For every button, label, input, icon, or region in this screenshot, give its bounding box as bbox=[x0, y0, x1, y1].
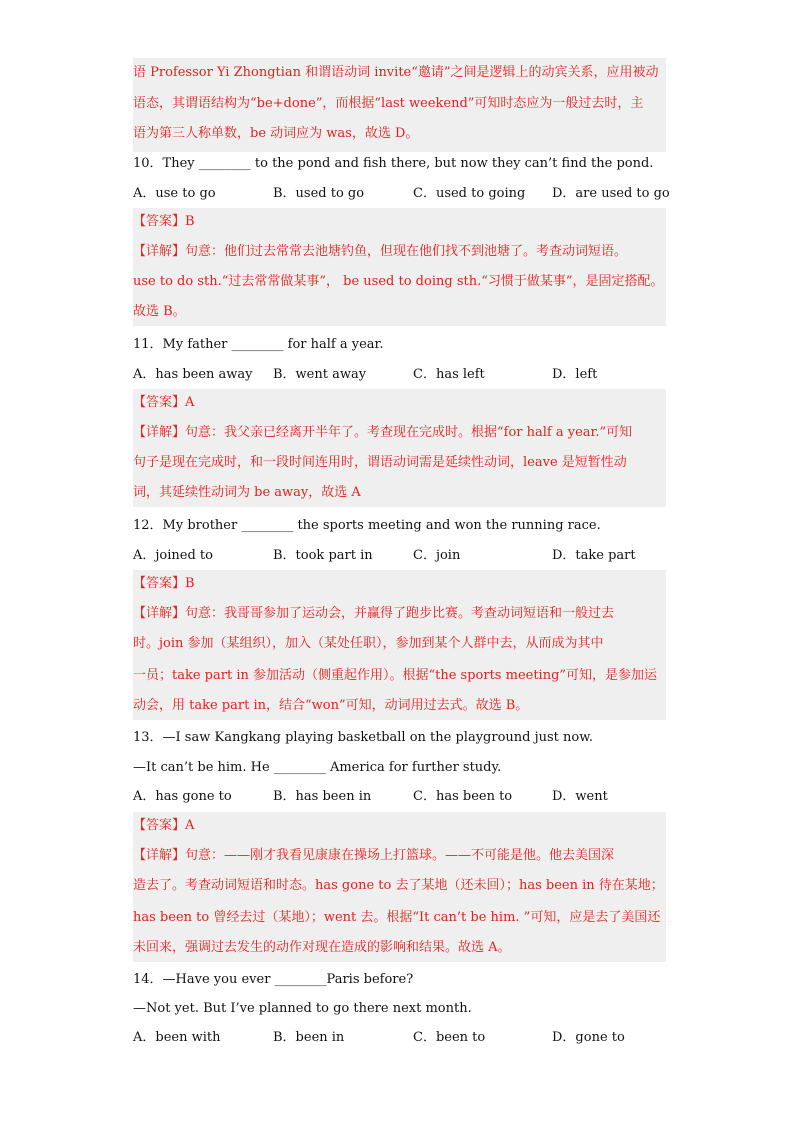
q13-answer-box bbox=[133, 812, 666, 962]
q13-stem-2: —It can’t be him. He ________ America for further study. bbox=[133, 760, 502, 775]
explanation-line: 【详解】句意：他们过去常常去池塘钓鱼，但现在他们找不到池塘了。考查动词短语。 bbox=[133, 244, 628, 259]
q9-explanation bbox=[133, 58, 666, 152]
q11-option-b: B．went away bbox=[273, 367, 367, 382]
answer-line: 【答案】B bbox=[133, 576, 195, 591]
q13-option-c: C．has been to bbox=[413, 789, 513, 804]
q14-option-b: B．been in bbox=[273, 1030, 345, 1045]
explanation-line: 未回来，强调过去发生的动作对现在造成的影响和结果。故选 A。 bbox=[133, 940, 511, 955]
q12-option-b: B．took part in bbox=[273, 548, 373, 563]
q11-answer-box bbox=[133, 389, 666, 507]
explanation-line: 【详解】句意：——刚才我看见康康在操场上打篮球。——不可能是他。他去美国深 bbox=[133, 848, 615, 863]
explanation-line: 语为第三人称单数，be 动词应为 was，故选 D。 bbox=[133, 126, 419, 141]
q10-option-d: D．are used to go bbox=[552, 186, 670, 201]
explanation-line: 句子是现在完成时，和一段时间连用时，谓语动词需是延续性动词，leave 是短暂性动 bbox=[133, 455, 627, 470]
q14-option-d: D．gone to bbox=[552, 1030, 625, 1045]
explanation-line: 【详解】句意：我哥哥参加了运动会，并赢得了跑步比赛。考查动词短语和一般过去 bbox=[133, 606, 615, 621]
explanation-line: 词，其延续性动词为 be away，故选 A bbox=[133, 485, 361, 500]
q12-option-c: C．join bbox=[413, 548, 461, 563]
q11-option-a: A．has been away bbox=[133, 367, 253, 382]
explanation-line: 造去了。考查动词短语和时态。has gone to 去了某地（还未回）；has been in 待在某地； bbox=[133, 878, 664, 893]
q14-option-a: A．been with bbox=[133, 1030, 221, 1045]
q12-option-a: A．joined to bbox=[133, 548, 213, 563]
explanation-line: 故选 B。 bbox=[133, 304, 186, 319]
explanation-line: 语 Professor Yi Zhongtian 和谓语动词 invite“邀请”之间是逻辑上的动宾关系，应用被动 bbox=[133, 65, 659, 80]
explanation-line: 一员；take part in 参加活动（侧重起作用）。根据“the sports meeting”可知，是参加运 bbox=[133, 668, 658, 683]
q12-stem: 12．My brother ________ the sports meeting and won the running race. bbox=[133, 518, 601, 533]
q13-option-d: D．went bbox=[552, 789, 608, 804]
q11-option-c: C．has left bbox=[413, 367, 485, 382]
q12-answer-box bbox=[133, 570, 666, 720]
q11-option-d: D．left bbox=[552, 367, 598, 382]
explanation-line: 时。join 参加（某组织），加入（某处任职），参加到某个人群中去，从而成为其中 bbox=[133, 636, 604, 651]
q12-option-d: D．take part bbox=[552, 548, 636, 563]
q10-option-a: A．use to go bbox=[133, 186, 216, 201]
q14-option-c: C．been to bbox=[413, 1030, 486, 1045]
q13-option-b: B．has been in bbox=[273, 789, 372, 804]
explanation-line: use to do sth.“过去常常做某事”， be used to doing sth.“习惯于做某事”，是固定搭配。 bbox=[133, 274, 664, 289]
q10-option-c: C．used to going bbox=[413, 186, 526, 201]
explanation-line: 语态，其谓语结构为“be+done”，而根据“last weekend”可知时态应为一般过去时，主 bbox=[133, 96, 644, 111]
q13-stem: 13．—I saw Kangkang playing basketball on the playground just now. bbox=[133, 730, 593, 745]
explanation-line: has been to 曾经去过（某地）；went 去。根据“It can’t be him. ”可知，应是去了美国还 bbox=[133, 910, 661, 925]
q14-stem-2: —Not yet. But I’ve planned to go there next month. bbox=[133, 1001, 472, 1016]
q14-stem: 14．—Have you ever ________Paris before? bbox=[133, 972, 414, 987]
q10-stem: 10．They ________ to the pond and fish there, but now they can’t find the pond. bbox=[133, 156, 654, 171]
answer-line: 【答案】A bbox=[133, 395, 195, 410]
q10-option-b: B．used to go bbox=[273, 186, 365, 201]
answer-line: 【答案】B bbox=[133, 214, 195, 229]
answer-line: 【答案】A bbox=[133, 818, 195, 833]
q10-answer-box bbox=[133, 208, 666, 326]
explanation-line: 【详解】句意：我父亲已经离开半年了。考查现在完成时。根据“for half a year.”可知 bbox=[133, 425, 633, 440]
explanation-line: 动会，用 take part in，结合“won”可知，动词用过去式。故选 B。 bbox=[133, 698, 529, 713]
q13-option-a: A．has gone to bbox=[133, 789, 232, 804]
q11-stem: 11．My father ________ for half a year. bbox=[133, 337, 384, 352]
